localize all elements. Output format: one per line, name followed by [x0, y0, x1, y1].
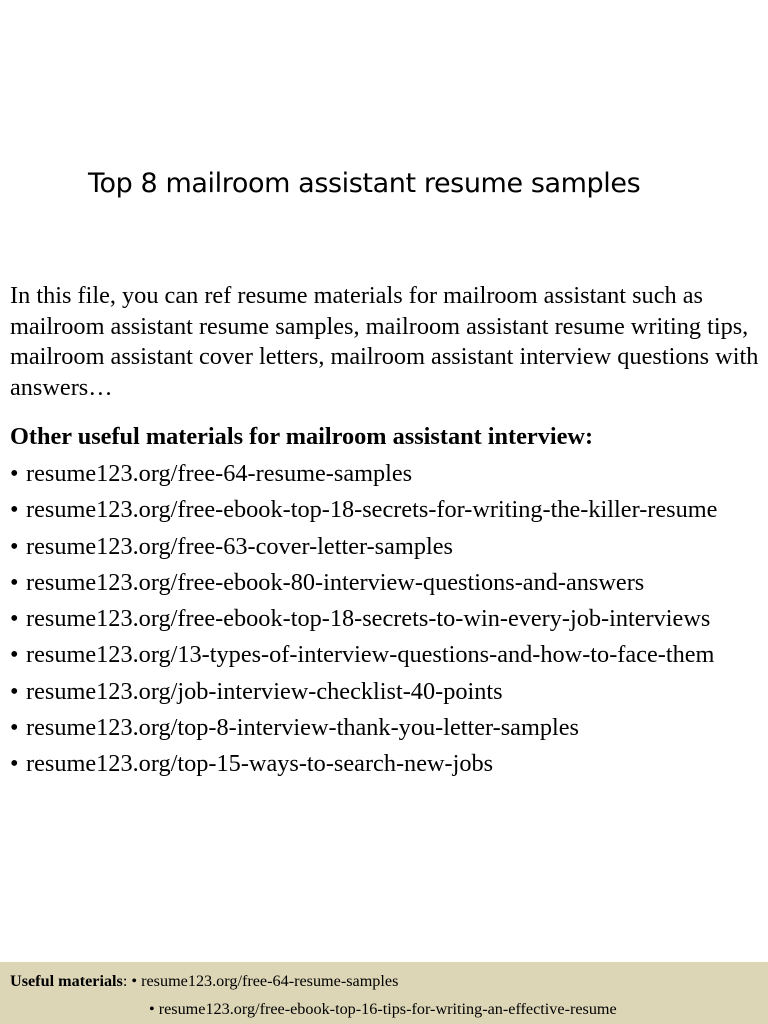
resource-link[interactable]: resume123.org/13-types-of-interview-questions-and-how-to-face-them: [26, 641, 715, 669]
resource-link[interactable]: resume123.org/free-ebook-top-18-secrets-to-win-every-job-interviews: [26, 605, 711, 633]
footer-row: [10, 971, 398, 991]
bullet-icon: •: [10, 641, 19, 669]
list-item: [10, 711, 717, 747]
bullet-icon: •: [10, 496, 19, 524]
page-title: Top 8 mailroom assistant resume samples: [88, 168, 641, 199]
footer-separator: :: [122, 972, 128, 990]
list-item: [10, 602, 717, 638]
resource-link[interactable]: resume123.org/job-interview-checklist-40-points: [26, 677, 503, 705]
bullet-icon: •: [131, 972, 138, 990]
list-item: [10, 530, 717, 566]
resource-link[interactable]: resume123.org/free-64-resume-samples: [26, 460, 413, 487]
footer-link[interactable]: resume123.org/free-ebook-top-16-tips-for-writing-an-effective-resume: [158, 1000, 617, 1018]
footer-label: Useful materials: [10, 972, 123, 990]
intro-paragraph: In this file, you can ref resume materials for mailroom assistant such as mailroom assistant resume samples, mailroom assistant resume writing tips, mailroom assistant cover letters, mailroom assistant interview questions with answers…: [10, 282, 759, 401]
resource-link[interactable]: resume123.org/top-8-interview-thank-you-letter-samples: [26, 714, 580, 742]
resource-link[interactable]: resume123.org/free-63-cover-letter-samples: [26, 532, 453, 560]
list-item: [10, 638, 717, 674]
bullet-icon: •: [10, 750, 19, 778]
list-item: [10, 566, 717, 602]
materials-heading: Other useful materials for mailroom assistant interview:: [10, 423, 594, 450]
footer-row: [149, 999, 617, 1019]
resource-link[interactable]: resume123.org/top-15-ways-to-search-new-jobs: [26, 750, 494, 778]
list-item: [10, 747, 717, 783]
bullet-icon: •: [10, 714, 19, 742]
footer-link[interactable]: resume123.org/free-64-resume-samples: [141, 972, 399, 990]
list-item: [10, 675, 717, 711]
resource-link[interactable]: resume123.org/free-ebook-80-interview-questions-and-answers: [26, 568, 645, 596]
resource-link[interactable]: resume123.org/free-ebook-top-18-secrets-for-writing-the-killer-resume: [26, 496, 718, 524]
bullet-icon: •: [10, 568, 19, 596]
bullet-icon: •: [10, 677, 19, 705]
materials-list: [10, 457, 717, 784]
bullet-icon: •: [149, 1000, 155, 1018]
bullet-icon: •: [10, 532, 19, 560]
list-item: [10, 457, 717, 493]
bullet-icon: •: [10, 605, 19, 633]
footer-bar: [0, 962, 768, 1024]
list-item: [10, 493, 717, 529]
bullet-icon: •: [10, 460, 19, 487]
